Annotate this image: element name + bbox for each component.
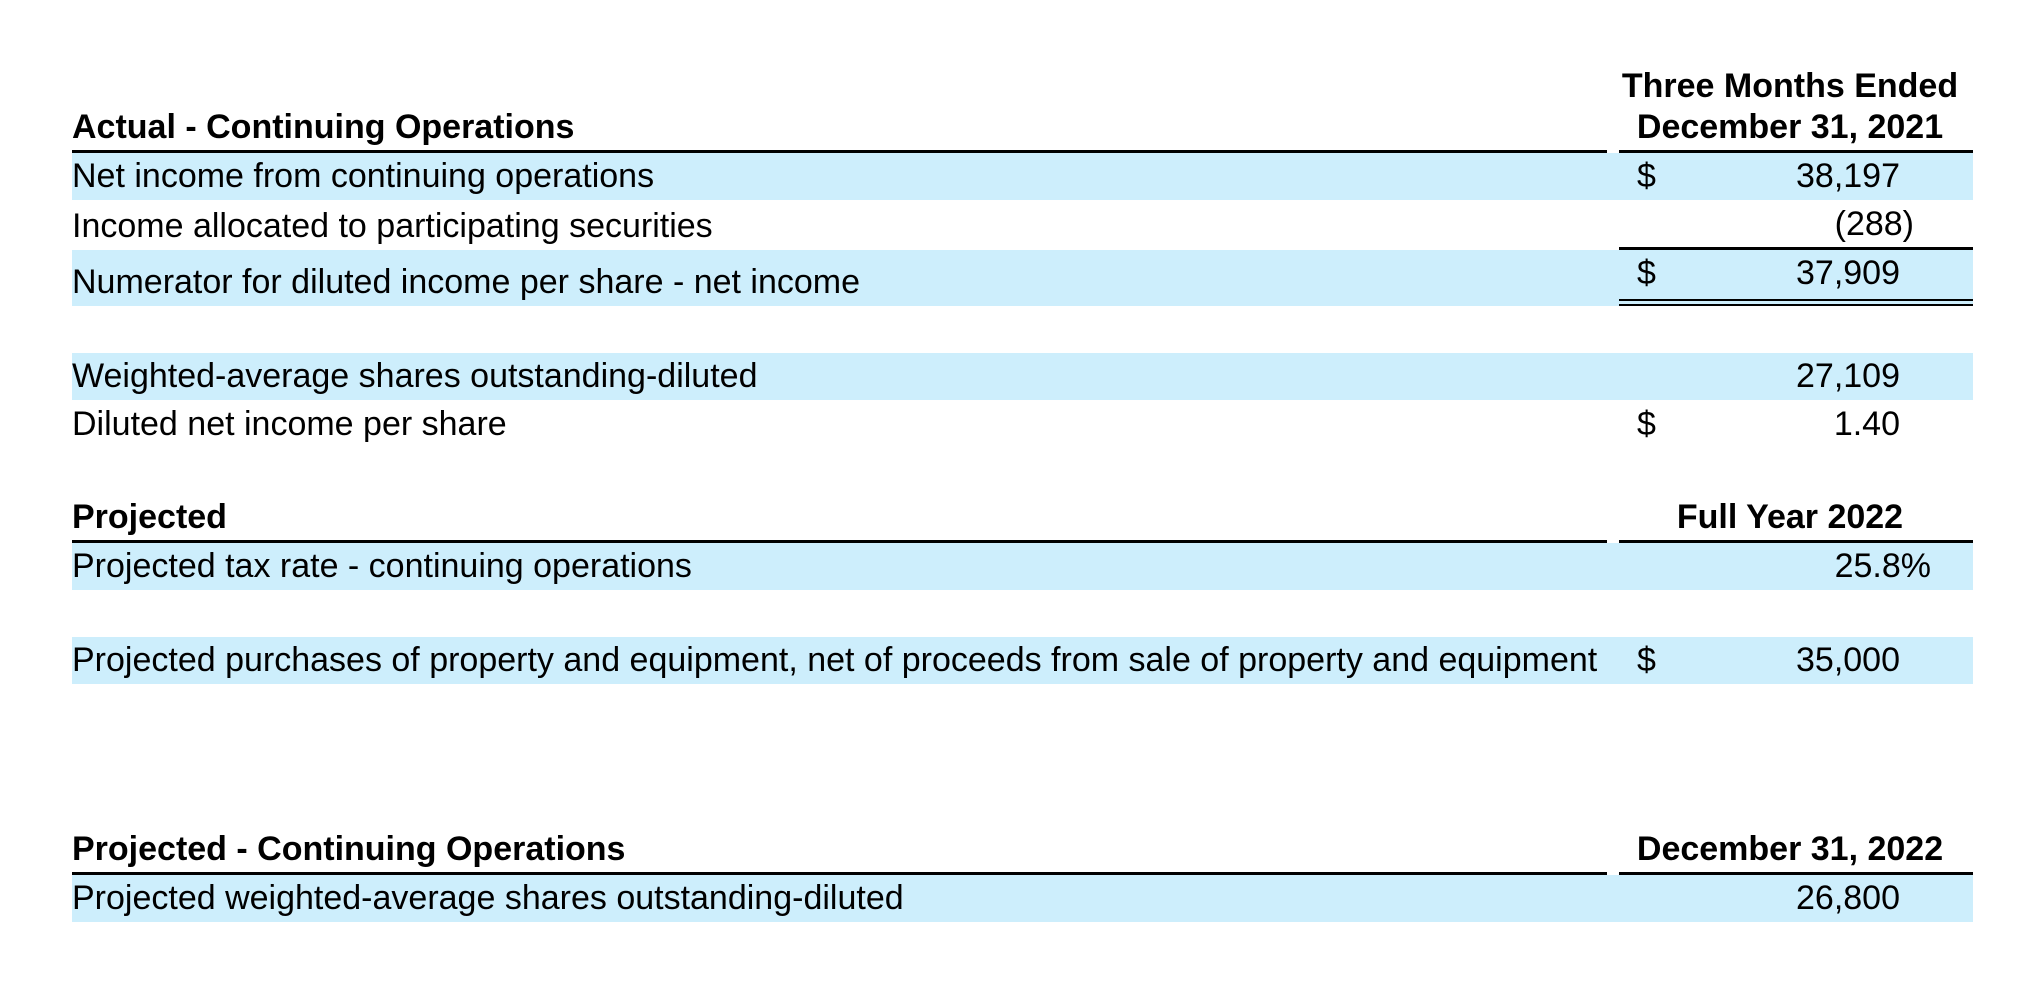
section-header-projected-continuing: Projected - Continuing Operations (72, 830, 626, 868)
row-label-projected-purchases: Projected purchases of property and equipment, net of proceeds from sale of property and equipment (72, 641, 1598, 679)
section-header-projected: Projected (72, 498, 227, 536)
double-rule-top (1619, 299, 1973, 301)
row-label-weighted-shares: Weighted-average shares outstanding-diluted (72, 357, 758, 395)
currency-symbol: $ (1637, 254, 1656, 292)
row-label-diluted-eps: Diluted net income per share (72, 405, 507, 443)
currency-symbol: $ (1637, 405, 1656, 443)
column-header-three-months: Three Months Ended (1621, 67, 1959, 105)
column-header-full-year-2022: Full Year 2022 (1676, 498, 1904, 536)
value-income-allocated: (288) (1834, 205, 1914, 243)
currency-symbol: $ (1637, 157, 1656, 195)
column-header-dec-2022: December 31, 2022 (1636, 830, 1944, 868)
value-diluted-eps: 1.40 (1833, 405, 1900, 443)
row-label-projected-weighted-shares: Projected weighted-average shares outstanding-diluted (72, 879, 904, 917)
column-header-dec-2021: December 31, 2021 (1636, 108, 1944, 146)
value-net-income: 38,197 (1796, 157, 1900, 195)
value-projected-weighted-shares: 26,800 (1796, 879, 1900, 917)
currency-symbol: $ (1637, 641, 1656, 679)
value-projected-tax-rate: 25.8% (1834, 547, 1931, 585)
value-numerator: 37,909 (1796, 254, 1900, 292)
double-rule-bottom (1619, 304, 1973, 306)
row-label-numerator: Numerator for diluted income per share - net income (72, 263, 861, 301)
row-label-net-income: Net income from continuing operations (72, 157, 655, 195)
value-weighted-shares: 27,109 (1796, 357, 1900, 395)
row-label-projected-tax-rate: Projected tax rate - continuing operations (72, 547, 692, 585)
value-projected-purchases: 35,000 (1796, 641, 1900, 679)
section-header-actual: Actual - Continuing Operations (72, 108, 575, 146)
row-label-income-allocated: Income allocated to participating securities (72, 207, 713, 245)
